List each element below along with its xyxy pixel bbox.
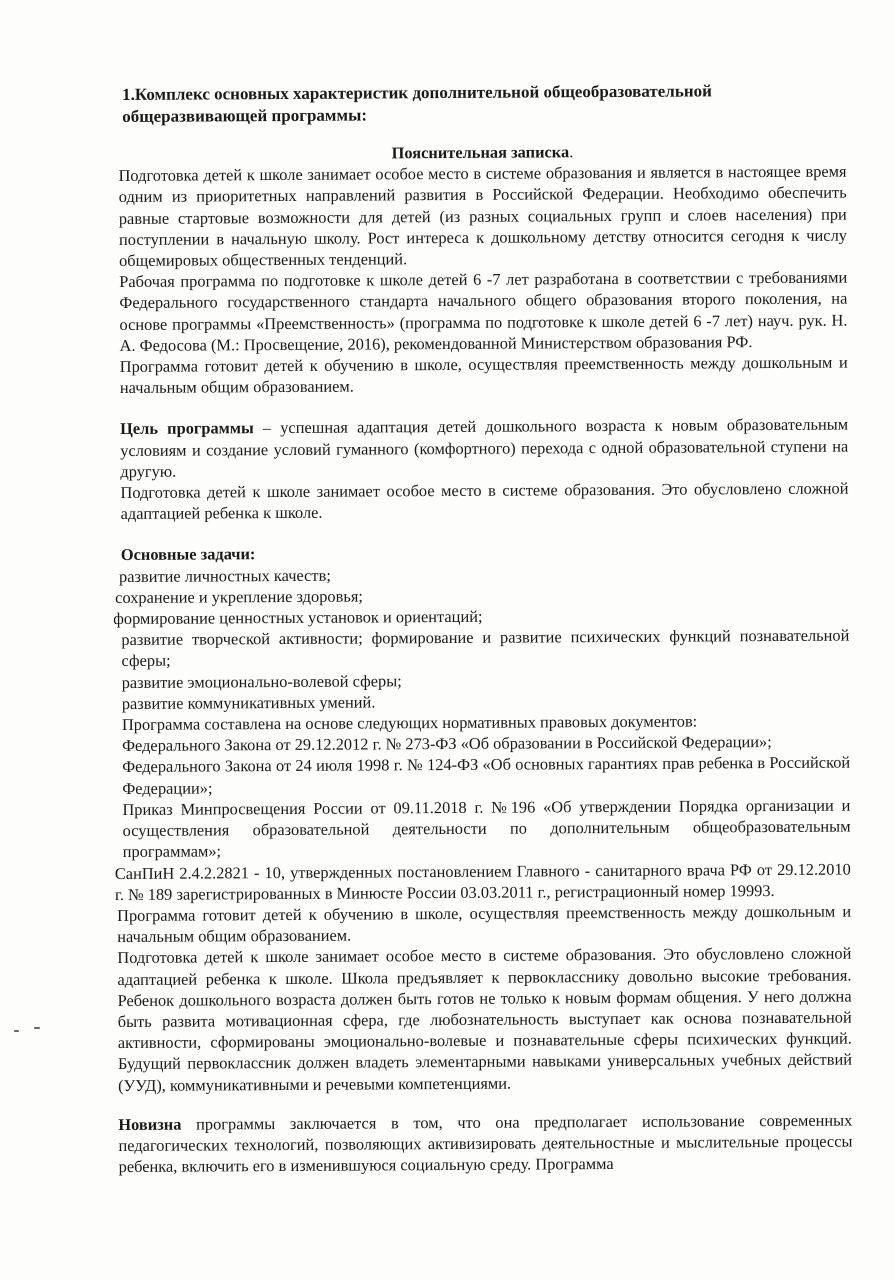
novelty-label: Новизна xyxy=(118,1114,182,1134)
goal-paragraph xyxy=(120,414,848,482)
scan-speck xyxy=(14,1030,19,1032)
intro-paragraph: Рабочая программа по подготовке к школе детей 6 -7 лет разработана в соответствии с требованиями Федерального государственного стандарта начального общего образования второго поколения, на основе программы «Преемственность» (программа по подготовке к школе детей 6 -7 лет) науч. рук. Н. А. Федосова (М.: Просвещение, 2016), рекомендованной Министерством образования РФ. xyxy=(119,267,848,355)
legal-item: Федерального Закона от 29.12.2012 г. № 273-ФЗ «Об образовании в Российской Федерации»; xyxy=(121,732,772,756)
legal-item: СанПиН 2.4.2.2821 - 10, утвержденных постановлением Главного - санитарного врача РФ от 29.12.2010 г. № 189 зарегистрированных в Минюсте России 03.03.2011 г., регистрационный номер 19993. xyxy=(114,859,851,904)
closing-paragraph: Подготовка детей к школе занимает особое место в системе образования. Это обусловлено сложной адаптацией ребенка к школе. Школа предъявляет к первокласснику довольно высокие требования. Ребенок дошкольного возраста должен быть готов не только к новым формам общения. У него должна быть развита мотивационная сфера, где любознательность выступает как основа познавательной активности, сформированы эмоционально-волевые и познавательные сферы психических функций. Будущий первоклассник должен владеть элементарными навыками универсальных учебных действий (УУД), коммуникативными и речевыми компетенциями. xyxy=(117,943,853,1095)
goal-text: – успешная адаптация детей дошкольного возраста к новым образовательным условиям и создание условий гуманного (комфортного) перехода с одной образовательной ступени на другую. xyxy=(120,414,849,481)
novelty-text: программы заключается в том, что она предполагает использование современных педагогических технологий, позволяющих активизировать деятельностные и мыслительные процессы ребенка, включить его в изменившуюся социальную среду. Программа xyxy=(118,1110,853,1177)
intro-paragraph: Программа готовит детей к обучению в школе, осуществляя преемственность между дошкольным и начальным общим образованием. xyxy=(119,352,848,398)
task-item: развитие эмоционально-волевой сферы; xyxy=(121,670,402,692)
novelty-paragraph xyxy=(118,1109,852,1177)
task-item: развитие коммуникативных умений. xyxy=(121,692,376,713)
legal-intro: Программа составлена на основе следующих нормативных правовых документов: xyxy=(121,711,698,735)
closing-paragraph: Программа готовит детей к обучению в школе, осуществляя преемственность между дошкольным и начальным общим образованием. xyxy=(117,901,852,947)
legal-item: Приказ Минпросвещения России от 09.11.2018 г. №196 «Об утверждении Порядка организации и осуществления образовательной деятельности по дополнительным общеобразовательным программам»; xyxy=(122,795,851,862)
explanatory-heading-text: Пояснительная записка xyxy=(391,142,570,163)
goal-followup: Подготовка детей к школе занимает особое место в системе образования. Это обусловлено сложной адаптацией ребенка к школе. xyxy=(120,478,849,524)
task-item: сохранение и укрепление здоровья; xyxy=(115,586,363,607)
intro-paragraph: Подготовка детей к школе занимает особое место в системе образования и является в настоящее время одним из приоритетных направлений развития в Российской Федерации. Необходимо обеспечить равные стартовые возможности для детей (из разных социальных групп и слоев населения) при поступлении в начальную школу. Рост интереса к дошкольному детству относится сегодня к числу общемировых общественных тенденций. xyxy=(118,161,847,271)
task-item: развитие творческой активности; формирование и развитие психических функций познавательной сферы; xyxy=(121,625,850,671)
document-title: 1.Комплекс основных характеристик дополнительной общеобразовательной общеразвивающей программы: xyxy=(122,81,712,126)
tasks-heading: Основные задачи: xyxy=(120,544,256,565)
task-item: развитие личностных качеств; xyxy=(118,565,331,586)
goal-label: Цель программы xyxy=(120,418,254,439)
scan-speck xyxy=(34,1027,40,1029)
document-body xyxy=(113,80,853,1178)
explanatory-heading-tail: . xyxy=(569,142,574,162)
legal-item: Федерального Закона от 24 июля 1998 г. № 124-ФЗ «Об основных гарантиях прав ребенка в Российской Федерации»; xyxy=(122,753,851,798)
task-item: формирование ценностных установок и ориентаций; xyxy=(113,606,483,629)
